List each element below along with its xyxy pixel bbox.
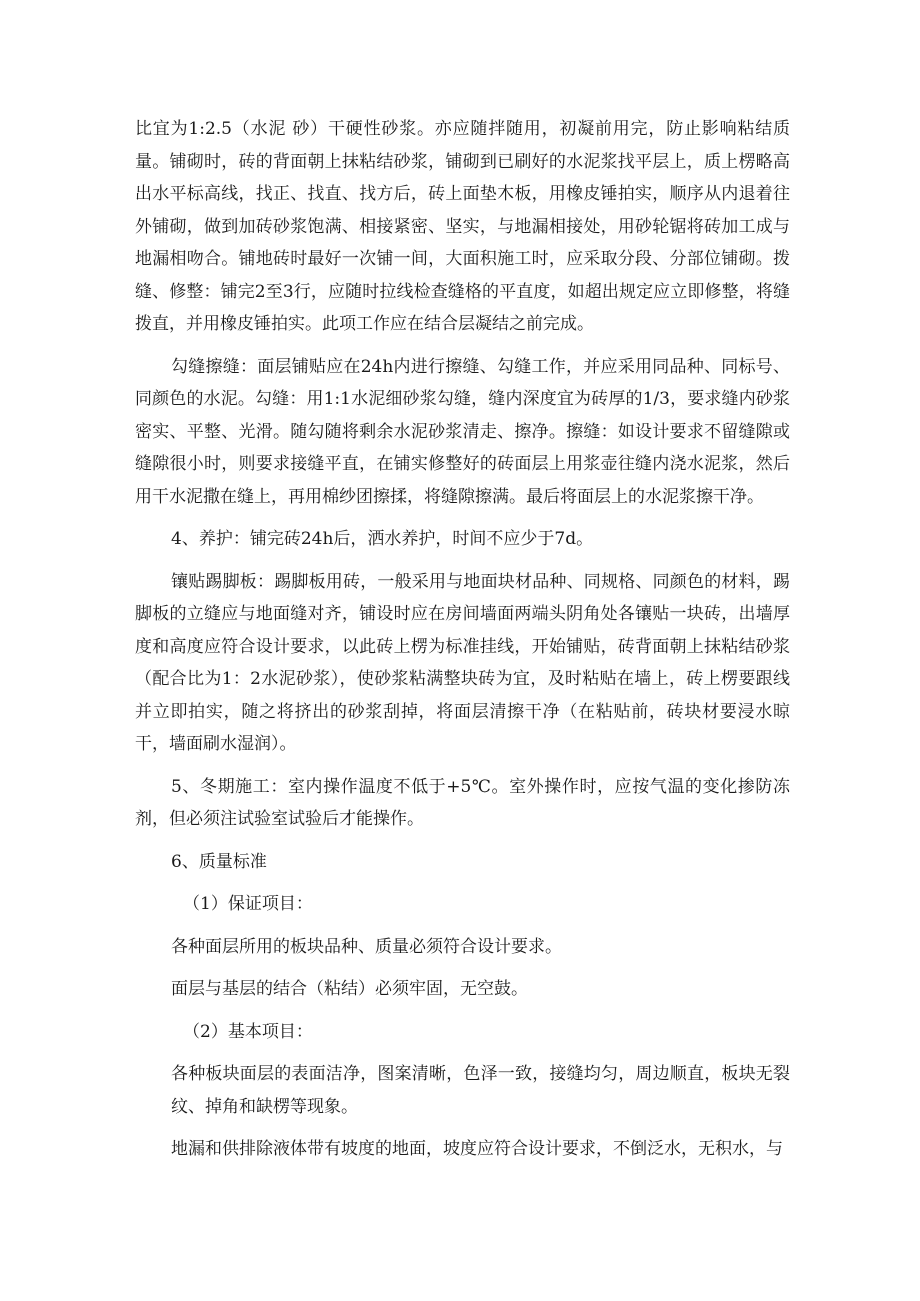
paragraph-basic-1: 各种板块面层的表面洁净，图案清晰，色泽一致，接缝均匀，周边顺直，板块无裂纹、掉角和缺楞等现象。: [171, 1064, 790, 1117]
paragraph-grouting: 勾缝擦缝：面层铺贴应在24h内进行擦缝、勾缝工作，并应采用同品种、同标号、同颜色的水泥。勾缝：用1:1水泥细砂浆勾缝，缝内深度宜为砖厚的1/3，要求缝内砂浆密实、平整、光滑。随勾随将剩余水泥砂浆清走、擦净。擦缝：如设计要求不留缝隙或缝隙很小时，则要求接缝平直，在铺实修整好的砖面层上用浆壶往缝内浇水泥浆，然后用干水泥撒在缝上，再用棉纱团擦揉，将缝隙擦满。最后将面层上的水泥浆擦干净。: [135, 356, 790, 507]
paragraph-laying-procedure: 比宜为1:2.5（水泥 砂）干硬性砂浆。亦应随拌随用，初凝前用完，防止影响粘结质量。铺砌时，砖的背面朝上抹粘结砂浆，铺砌到已刷好的水泥浆找平层上，质上楞略高出水平标高线，找正、找直、找方后，砖上面垫木板，用橡皮锤拍实，顺序从内退着往外铺砌，做到加砖砂浆饱满、相接紧密、坚实，与地漏相接处，用砂轮锯将砖加工成与地漏相吻合。铺地砖时最好一次铺一间，大面积施工时，应采取分段、分部位铺砌。拨缝、修整：铺完2至3行，应随时拉线检查缝格的平直度，如超出规定应立即修整，将缝拨直，并用橡皮锤拍实。此项工作应在结合层凝结之前完成。: [135, 119, 790, 334]
heading-basic-items: （2）基本项目：: [183, 1021, 313, 1042]
heading-guarantee-items: （1）保证项目：: [183, 894, 313, 914]
heading-quality-standard: 6、质量标准: [171, 851, 267, 872]
paragraph-guarantee-1: 各种面层所用的板块品种、质量必须符合设计要求。: [171, 936, 562, 957]
paragraph-curing: 4、养护：铺完砖24h后，洒水养护，时间不应少于7d。: [171, 529, 594, 549]
paragraph-basic-2: 地漏和供排除液体带有坡度的地面，坡度应符合设计要求，不倒泛水，无积水，与: [171, 1139, 783, 1159]
paragraph-skirting: 镶贴踢脚板：踢脚板用砖，一般采用与地面块材品种、同规格、同颜色的材料，踢脚板的立缝应与地面缝对齐，铺设时应在房间墙面两端头阴角处各镶贴一块砖，出墙厚度和高度应符合设计要求，以此砖上楞为标准挂线，开始铺贴，砖背面朝上抹粘结砂浆（配合比为1：2水泥砂浆），使砂浆粘满整块砖为宜，及时粘贴在墙上，砖上楞要跟线并立即拍实，随之将挤出的砂浆刮掉，将面层清擦干净（在粘贴前，砖块材要浸水晾干，墙面刷水湿润）。: [135, 571, 790, 754]
paragraph-winter-construction: 5、冬期施工：室内操作温度不低于+5℃。室外操作时，应按气温的变化掺防冻剂，但必须注试验室试验后才能操作。: [135, 776, 790, 829]
paragraph-guarantee-2: 面层与基层的结合（粘结）必须牢固，无空鼓。: [171, 979, 528, 999]
document-body: [135, 113, 790, 1166]
